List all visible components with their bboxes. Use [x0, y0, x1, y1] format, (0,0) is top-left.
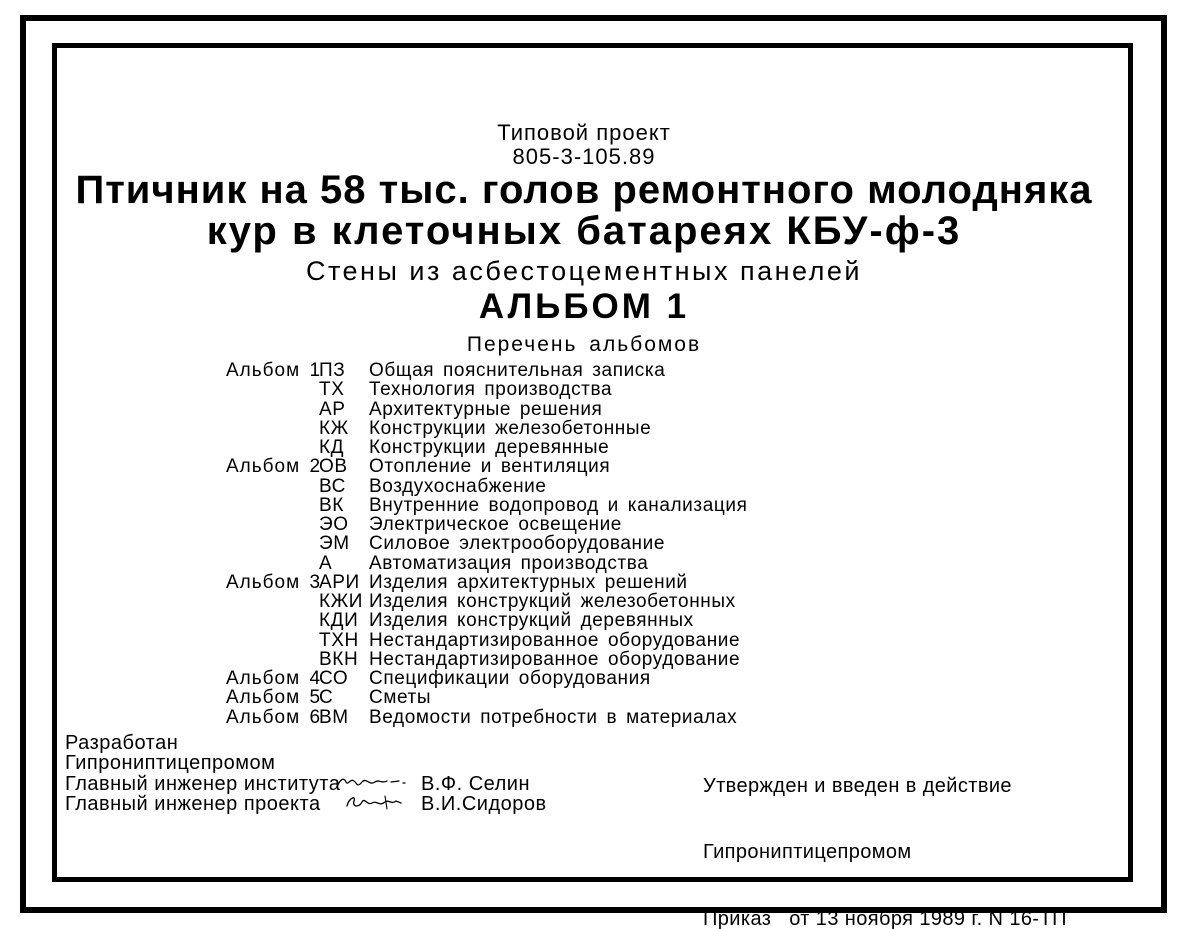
- album-number-label: [226, 650, 319, 669]
- album-number-label: [226, 380, 319, 399]
- album-code: ТХН: [319, 629, 359, 651]
- album-list-row: [226, 496, 747, 515]
- album-number-label: [226, 515, 319, 534]
- album-code: КЖ: [319, 417, 349, 439]
- album-title: Силовое электрооборудование: [369, 533, 665, 555]
- album-title: Отопление и вентиляция: [369, 456, 611, 478]
- album-number-label: Альбом 2: [226, 456, 322, 478]
- album-list-row: [226, 650, 747, 669]
- signatory-name: В.И.Сидоров: [421, 792, 547, 815]
- album-list-row: [226, 419, 747, 438]
- album-list-row: [226, 380, 747, 399]
- album-code: ТХ: [319, 379, 345, 401]
- album-code: КДИ: [319, 610, 359, 632]
- album-number-label: [226, 496, 319, 515]
- approval-line-1: Утвержден и введен в действие: [703, 774, 1012, 797]
- album-number-label: [226, 592, 319, 611]
- approval-block: [703, 730, 1067, 929]
- signatory-role: Главный инженер института: [65, 772, 341, 795]
- doc-type-label: Типовой проект: [497, 120, 671, 145]
- list-heading: Перечень альбомов: [466, 333, 702, 356]
- album-code: ОВ: [319, 456, 348, 478]
- album-title: Спецификации оборудования: [369, 668, 651, 689]
- album-list-row: [226, 631, 747, 650]
- album-code: КД: [319, 437, 345, 458]
- title-line-2: кур в клеточных батареях КБУ-ф-3: [206, 209, 962, 253]
- album-list-row: [226, 515, 747, 534]
- album-title: Конструкции железобетонные: [369, 417, 652, 439]
- album-code: ЭМ: [319, 533, 350, 555]
- album-list-row: [226, 573, 747, 592]
- album-list-row: [226, 457, 747, 476]
- album-code: ПЗ: [319, 360, 346, 381]
- developed-by: Гипрониптицепромом: [65, 752, 276, 775]
- album-number-label: Альбом 6: [226, 706, 322, 728]
- album-title: Изделия архитектурных решений: [369, 571, 688, 593]
- album-number-label: [226, 631, 319, 650]
- approval-line-2: Гипрониптицепромом: [703, 841, 912, 864]
- album-title: Электрическое освещение: [369, 514, 622, 535]
- album-code: С: [319, 687, 334, 709]
- album-title: Внутренние водопровод и канализация: [369, 494, 748, 516]
- album-title: Конструкции деревянные: [369, 437, 610, 458]
- signature-scribble-icon: [341, 792, 411, 814]
- album-number-label: Альбом 1: [226, 360, 322, 381]
- album-number-label: [226, 611, 319, 630]
- signature-row: [65, 772, 531, 795]
- album-list-row: [226, 534, 747, 553]
- developed-label: Разработан: [65, 732, 179, 754]
- album-number-label: [226, 554, 319, 573]
- album-list: [226, 361, 747, 727]
- album-list-row: [226, 669, 747, 688]
- signatory-name: В.Ф. Селин: [421, 772, 531, 795]
- album-code: СО: [319, 668, 349, 689]
- album-number-label: [226, 400, 319, 419]
- album-code: АРИ: [319, 571, 360, 593]
- album-list-row: [226, 438, 747, 457]
- album-title: Изделия конструкций железобетонных: [369, 591, 736, 612]
- album-title: Общая пояснительная записка: [369, 360, 666, 381]
- album-heading: АЛЬБОМ 1: [478, 287, 690, 326]
- album-title: Нестандартизированное оборудование: [369, 629, 741, 651]
- album-number-label: Альбом 3: [226, 571, 322, 593]
- album-code: КЖИ: [319, 591, 364, 612]
- signature-scribble-icon: [333, 772, 417, 794]
- album-list-row: [226, 400, 747, 419]
- album-number-label: [226, 438, 319, 457]
- album-list-row: [226, 708, 747, 727]
- album-number-label: Альбом 5: [226, 687, 322, 709]
- subtitle: Стены из асбестоцементных панелей: [305, 256, 862, 286]
- album-code: ЭО: [319, 514, 349, 535]
- developed-block: [65, 732, 547, 815]
- album-list-row: [226, 611, 747, 630]
- album-list-row: [226, 477, 747, 496]
- album-code: ВК: [319, 494, 344, 516]
- album-title: Технология производства: [369, 379, 613, 401]
- album-code: АР: [319, 398, 346, 420]
- album-title: Нестандартизированное оборудование: [369, 648, 741, 670]
- album-number-label: [226, 534, 319, 553]
- album-number-label: [226, 419, 319, 438]
- album-title: Архитектурные решения: [369, 398, 603, 420]
- album-title: Автоматизация производства: [369, 552, 649, 574]
- signatory-role: Главный инженер проекта: [65, 792, 321, 815]
- album-code: ВС: [319, 475, 346, 497]
- album-title: Сметы: [369, 687, 432, 709]
- album-number-label: Альбом 4: [226, 668, 322, 689]
- album-list-row: [226, 554, 747, 573]
- album-title: Изделия конструкций деревянных: [369, 610, 694, 632]
- album-title: Ведомости потребности в материалах: [369, 706, 738, 728]
- title-line-1: Птичник на 58 тыс. голов ремонтного молодняка: [75, 168, 1093, 212]
- album-list-row: [226, 592, 747, 611]
- album-list-row: [226, 688, 747, 707]
- album-number-label: [226, 477, 319, 496]
- doc-number: 805-3-105.89: [512, 144, 656, 169]
- album-code: ВКН: [319, 648, 359, 670]
- album-list-row: [226, 361, 747, 380]
- order-line: Приказ от 13 ноября 1989 г. N 16-ТП: [703, 908, 1067, 929]
- album-code: А: [319, 552, 333, 574]
- album-code: ВМ: [319, 706, 349, 728]
- signature-row: [65, 792, 547, 815]
- album-title: Воздухоснабжение: [369, 475, 547, 497]
